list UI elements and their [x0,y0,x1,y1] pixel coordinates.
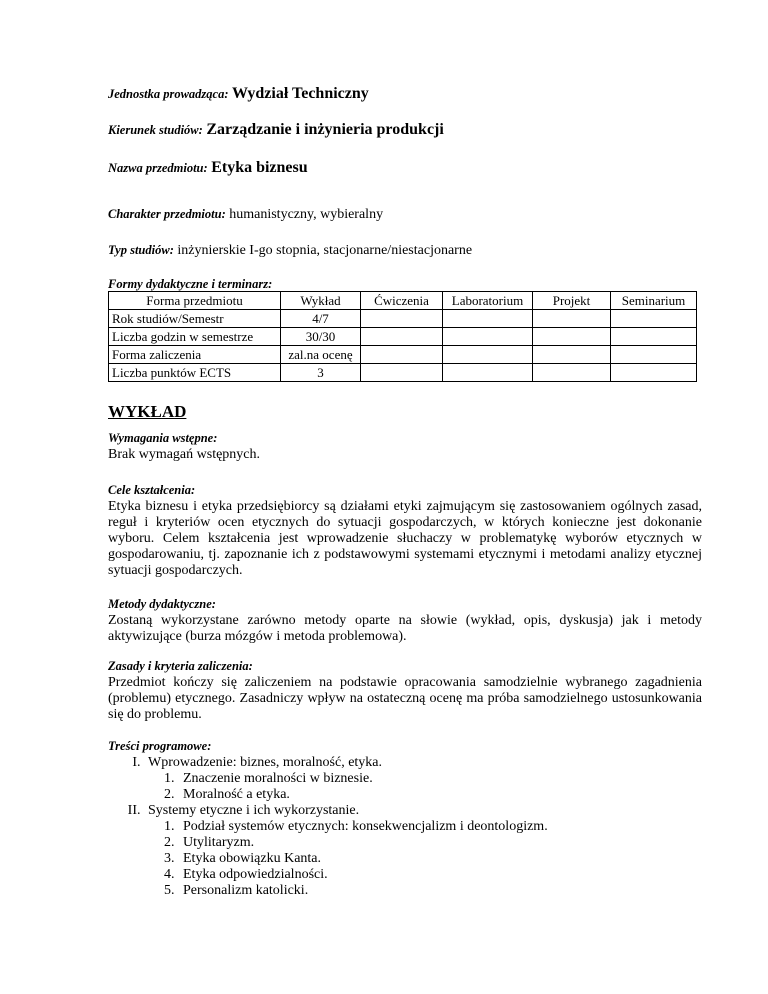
table-cell [443,310,533,328]
type-label: Typ studiów [108,243,170,257]
list-item: 2. Utylitaryzm. [178,835,702,851]
table-cell: 30/30 [281,328,361,346]
table-cell: Liczba punktów ECTS [109,364,281,382]
table-header-cell: Laboratorium [443,292,533,310]
methods-text: Zostaną wykorzystane zarówno metody oparte na słowie (wykład, opis, dyskusja) jak i metody aktywizujące (burza mózgów i metoda problemowa). [108,613,702,644]
requirements-label: Wymagania wstępne [108,431,214,445]
table-row [109,328,697,346]
rules-section: Zasady i kryteria zaliczenia: Przedmiot kończy się zaliczeniem na podstawie opracowania samodzielnie wybranego zagadnienia (problemu) etycznego. Zasadniczy wpływ na ostateczną ocenę ma próba samodzielnego ustosunkowania się do problemu. [108,659,702,722]
unit-label: Jednostka prowadząca [108,87,225,101]
table-cell [611,364,697,382]
list-item: 4. Etyka odpowiedzialności. [178,867,702,883]
list-item [144,803,702,899]
table-cell: 3 [281,364,361,382]
table-cell [443,364,533,382]
unit-line: Jednostka prowadząca: Wydział Techniczny [108,85,369,102]
list-item: 5. Personalizm katolicki. [178,883,702,899]
methods-section [108,596,702,645]
rules-text: Przedmiot kończy się zaliczeniem na podstawie opracowania samodzielnie wybranego zagadnienia (problemu) etycznego. Zasadniczy wpływ na ostateczną ocenę ma próba samodzielnego ustosunkowania się do problemu. [108,675,702,722]
table-cell [611,310,697,328]
character-label: Charakter przedmiotu [108,207,222,221]
table-cell: 4/7 [281,310,361,328]
table-cell [361,364,443,382]
table-cell [611,328,697,346]
table-header-cell: Seminarium [611,292,697,310]
type-line: Typ studiów: inżynierskie I-go stopnia, stacjonarne/niestacjonarne [108,243,473,258]
requirements-text: Brak wymagań wstępnych. [108,447,261,462]
table-cell: Forma zaliczenia [109,346,281,364]
table-cell [361,328,443,346]
table-cell [533,346,611,364]
table-header-cell: Ćwiczenia [361,292,443,310]
list-item: 2. Moralność a etyka. [178,787,702,803]
program-title: Wprowadzenie: biznes, moralność, etyka. [148,755,383,770]
program-list [108,755,702,899]
table-header-cell: Projekt [533,292,611,310]
table-cell [443,328,533,346]
forms-label: Formy dydaktyczne i terminarz [108,277,269,291]
program-sublist [148,771,702,803]
table-header-row [109,292,697,310]
table-row [109,310,697,328]
list-item: 1. Podział systemów etycznych: konsekwencjalizm i deontologizm. [178,819,702,835]
table-header-cell: Forma przedmiotu [109,292,281,310]
table-cell: Rok studiów/Semestr [109,310,281,328]
forms-line: Formy dydaktyczne i terminarz: [108,277,273,291]
character-line: Charakter przedmiotu: humanistyczny, wybieralny [108,207,384,222]
table-row [109,364,697,382]
table-cell [611,346,697,364]
goals-text: Etyka biznesu i etyka przedsiębiorcy są działami etyki zajmującym się zastosowaniem ogólnych zasad, reguł i kryteriów ocen etycznych do sytuacji gospodarczych, w których konieczne jest dokonanie wyboru. Celem kształcenia jest wprowadzenie słuchaczy w problematykę wyborów etycznych w gospodarowaniu, tj. zapoznanie ich z podstawowymi systemami etycznymi i metodami analizy etycznej sytuacji gospodarczych. [108,499,702,578]
course-line: Nazwa przedmiotu: Etyka biznesu [108,159,308,176]
list-item: 3. Etyka obowiązku Kanta. [178,851,702,867]
course-value: Etyka biznesu [211,159,308,176]
table-row [109,346,697,364]
methods-label: Metody dydaktyczne: [108,597,216,611]
lecture-heading: WYKŁAD [108,402,187,421]
content-section: Treści programowe: I. Wprowadzenie: biznes, moralność, etyka. 1. Znaczenie moralności w biznesie. 2. Moralność a etyka. II. Systemy etyczne i ich wykorzystanie. 1. Podział systemów etycznych: konsekwencjalizm i deontologizm. 2. Utylitaryzm. 3. Etyka obowiązku Kanta. 4. Etyka odpowiedzialności. 5. Personalizm katolicki. [108,738,702,899]
field-value: Zarządzanie i inżynieria produkcji [206,121,444,138]
table-header-cell: Wykład [281,292,361,310]
table-cell [533,328,611,346]
requirements-section: Wymagania wstępne: Brak wymagań wstępnych. [108,430,702,463]
character-value: humanistyczny, wybieralny [229,207,384,222]
table-cell [533,364,611,382]
rules-label: Zasady i kryteria zaliczenia [108,659,249,673]
field-line: Kierunek studiów: Zarządzanie i inżynieria produkcji [108,121,444,138]
table-cell [443,346,533,364]
table-cell [361,310,443,328]
content-label: Treści programowe [108,739,208,753]
field-label: Kierunek studiów [108,123,199,137]
list-item: 1. Znaczenie moralności w biznesie. [178,771,702,787]
table-cell: zal.na ocenę [281,346,361,364]
course-label: Nazwa przedmiotu [108,161,204,175]
goals-section: Cele kształcenia: Etyka biznesu i etyka przedsiębiorcy są działami etyki zajmującym się zastosowaniem ogólnych zasad, reguł i kryteriów ocen etycznych do sytuacji gospodarczych, w których konieczne jest dokonanie wyboru. Celem kształcenia jest wprowadzenie słuchaczy w problematykę wyborów etycznych w gospodarowaniu, tj. zapoznanie ich z podstawowymi systemami etycznymi i metodami analizy etycznej sytuacji gospodarczych. [108,483,702,578]
goals-label: Cele kształcenia [108,483,191,497]
program-title: Systemy etyczne i ich wykorzystanie. [148,803,360,818]
forms-table [108,291,697,382]
program-sublist [148,819,702,899]
table-cell [533,310,611,328]
table-cell: Liczba godzin w semestrze [109,328,281,346]
unit-value: Wydział Techniczny [232,85,369,102]
type-value: inżynierskie I-go stopnia, stacjonarne/niestacjonarne [177,243,473,258]
table-cell [361,346,443,364]
list-item [144,755,702,803]
